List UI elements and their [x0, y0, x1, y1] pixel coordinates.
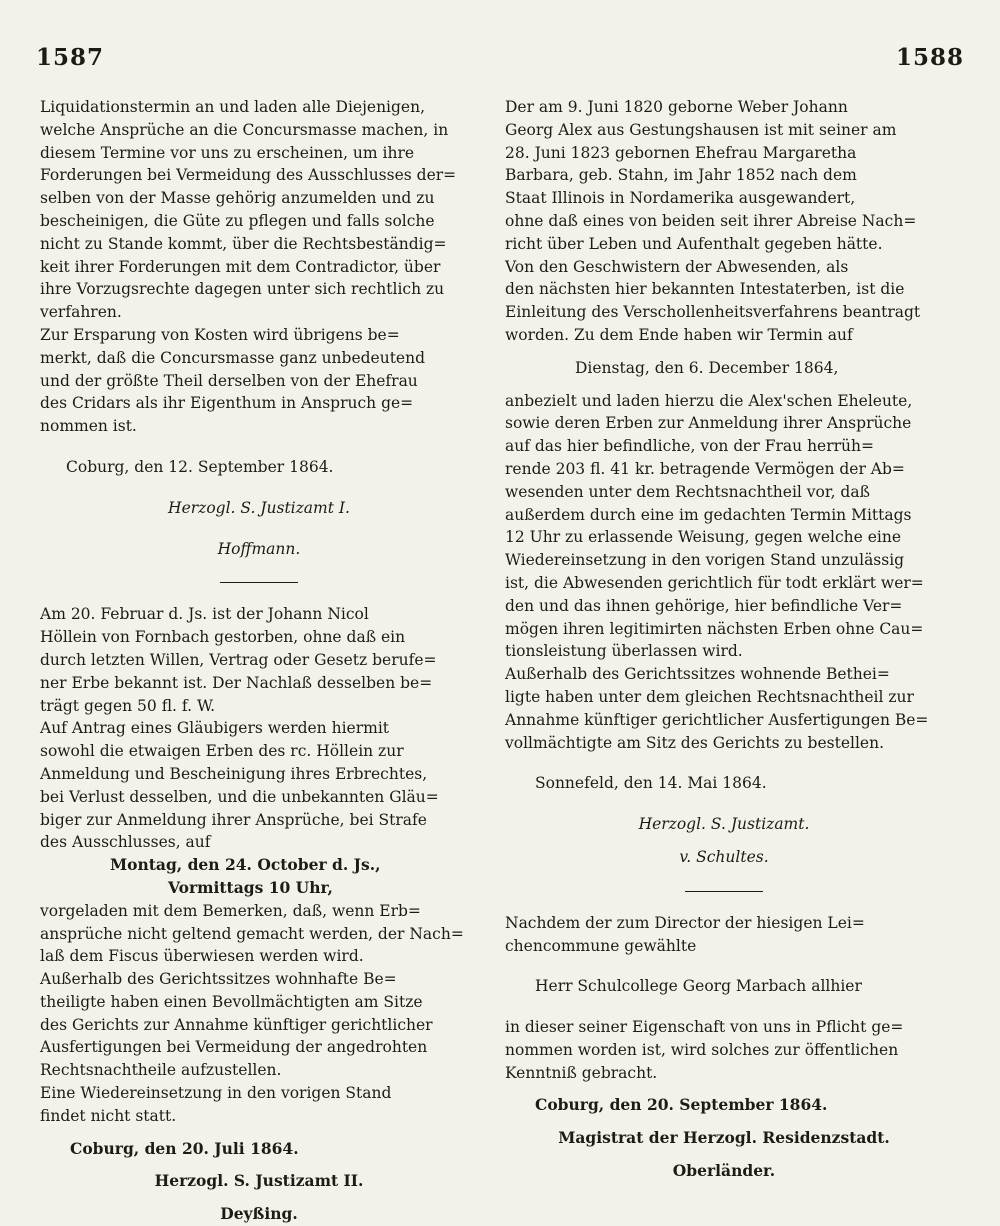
notice-hoellein-time: Vormittags 10 Uhr, — [168, 877, 333, 897]
text-line: Kenntniß gebracht. — [505, 1063, 658, 1082]
text-line: trägt gegen 50 fl. f. W. — [40, 696, 216, 715]
text-line: richt über Leben und Aufenthalt gegeben hätte. — [505, 234, 883, 253]
text-line: ligte haben unter dem gleichen Rechtsnachtheil zur — [505, 687, 914, 706]
text-line: den und das ihnen gehörige, hier befindliche Ver= — [505, 596, 903, 615]
notice-marbach-authority: Magistrat der Herzogl. Residenzstadt. — [558, 1128, 890, 1148]
notice-alex-date: Dienstag, den 6. December 1864, — [575, 358, 839, 377]
text-line: theiligte haben einen Bevollmächtigten am Sitze — [40, 992, 423, 1011]
notice-hoellein-place-date: Coburg, den 20. Juli 1864. — [70, 1138, 299, 1158]
text-line: Eine Wiedereinsetzung in den vorigen Stand — [40, 1084, 392, 1103]
notice-alex-authority: Herzogl. S. Justizamt. — [638, 815, 810, 834]
text-line: außerdem durch eine im gedachten Termin Mittags — [505, 505, 912, 524]
text-line: vollmächtigte am Sitz des Gerichts zu bestellen. — [505, 733, 885, 752]
text-line: Georg Alex aus Gestungshausen ist mit seiner am — [505, 120, 897, 139]
section-divider — [220, 582, 298, 583]
text-line: Liquidationstermin an und laden alle Diejenigen, — [40, 98, 426, 116]
text-line: selben von der Masse gehörig anzumelden und zu — [40, 189, 435, 208]
text-line: keit ihrer Forderungen mit dem Contradictor, über — [40, 257, 441, 276]
page-number-right: 1588 — [896, 44, 965, 71]
text-line: ihre Vorzugsrechte dagegen unter sich rechtlich zu — [40, 280, 445, 299]
text-line: in dieser seiner Eigenschaft von uns in Pflicht ge= — [505, 1018, 904, 1037]
text-line: laß dem Fiscus überwiesen werden wird. — [40, 947, 364, 966]
text-line: sowie deren Erben zur Anmeldung ihrer Ansprüche — [505, 414, 912, 433]
text-line: Nachdem der zum Director der hiesigen Lei= — [505, 913, 865, 932]
text-line: nommen ist. — [40, 417, 137, 436]
text-line: sowohl die etwaigen Erben des rc. Höllein zur — [40, 742, 404, 761]
page-number-left: 1587 — [36, 44, 105, 71]
text-line: Einleitung des Verschollenheitsverfahrens beantragt — [505, 303, 921, 322]
text-line: Ausfertigungen bei Vermeidung der angedrohten — [40, 1038, 428, 1057]
notice-liquidation-place-date: Coburg, den 12. September 1864. — [66, 457, 334, 476]
notice-marbach-body-2 — [505, 1016, 943, 1084]
text-line: tionsleistung überlassen wird. — [505, 642, 743, 661]
text-line: verfahren. — [40, 303, 122, 322]
text-line: auf das hier befindliche, von der Frau herrüh= — [505, 437, 874, 456]
text-line: bei Verlust desselben, und die unbekannten Gläu= — [40, 787, 439, 806]
text-line: Am 20. Februar d. Js. ist der Johann Nicol — [40, 605, 369, 624]
text-line: wesenden unter dem Rechtsnachtheil vor, daß — [505, 482, 870, 501]
text-line: findet nicht statt. — [40, 1106, 177, 1125]
text-line: durch letzten Willen, Vertrag oder Gesetz berufe= — [40, 650, 437, 669]
notice-hoellein-signer: Deyßing. — [220, 1204, 298, 1224]
notice-liquidation-signer: Hoffmann. — [217, 539, 301, 558]
text-line: chencommune gewählte — [505, 936, 697, 955]
text-line: Höllein von Fornbach gestorben, ohne daß ein — [40, 628, 406, 647]
text-line: anbezielt und laden hierzu die Alex'schen Eheleute, — [505, 391, 913, 410]
notice-liquidation-authority: Herzogl. S. Justizamt I. — [168, 498, 350, 517]
text-line: Außerhalb des Gerichtssitzes wohnende Bethei= — [505, 665, 890, 684]
text-line: ner Erbe bekannt ist. Der Nachlaß desselben be= — [40, 673, 433, 692]
right-column — [505, 96, 943, 1183]
text-line: des Gerichts zur Annahme künftiger gerichtlicher — [40, 1015, 433, 1034]
notice-marbach-signer: Oberländer. — [672, 1161, 776, 1181]
text-line: Anmeldung und Bescheinigung ihres Erbrechtes, — [40, 764, 428, 783]
text-line: biger zur Anmeldung ihrer Ansprüche, bei Strafe — [40, 810, 427, 829]
text-line: Barbara, geb. Stahn, im Jahr 1852 nach dem — [505, 166, 857, 185]
text-line: Annahme künftiger gerichtlicher Ausfertigungen Be= — [505, 710, 929, 729]
notice-alex-body-2 — [505, 390, 943, 755]
text-line: nicht zu Stande kommt, über die Rechtsbeständig= — [40, 234, 447, 253]
text-line: rende 203 fl. 41 kr. betragende Vermögen der Ab= — [505, 459, 905, 478]
notice-marbach-place-date: Coburg, den 20. September 1864. — [535, 1095, 828, 1115]
text-line: ohne daß eines von beiden seit ihrer Abreise Nach= — [505, 211, 917, 230]
notice-hoellein-authority: Herzogl. S. Justizamt II. — [154, 1171, 364, 1191]
text-line: nommen worden ist, wird solches zur öffentlichen — [505, 1040, 899, 1059]
text-line: 28. Juni 1823 gebornen Ehefrau Margaretha — [505, 143, 857, 162]
notice-hoellein-date: Montag, den 24. October d. Js., — [110, 855, 381, 875]
text-line: ansprüche nicht geltend gemacht werden, der Nach= — [40, 924, 464, 943]
notice-alex-body — [505, 96, 943, 347]
text-line: welche Ansprüche an die Concursmasse machen, in — [40, 120, 449, 139]
text-line: Forderungen bei Vermeidung des Ausschlusses der= — [40, 166, 457, 185]
text-line: ist, die Abwesenden gerichtlich für todt erklärt wer= — [505, 573, 924, 592]
notice-liquidation-body — [40, 96, 478, 438]
text-line: Der am 9. Juni 1820 geborne Weber Johann — [505, 98, 848, 116]
text-line: Rechtsnachtheile aufzustellen. — [40, 1061, 282, 1080]
text-line: Zur Ersparung von Kosten wird übrigens be= — [40, 325, 400, 344]
notice-alex-signer: v. Schultes. — [679, 847, 769, 866]
text-line: des Ausschlusses, auf — [40, 833, 211, 852]
section-divider — [685, 891, 763, 892]
notice-hoellein-body-2 — [40, 900, 478, 1128]
notice-hoellein-body — [40, 603, 478, 854]
text-line: 12 Uhr zu erlassende Weisung, gegen welche eine — [505, 528, 902, 547]
text-line: bescheinigen, die Güte zu pflegen und falls solche — [40, 211, 435, 230]
text-line: Auf Antrag eines Gläubigers werden hiermit — [40, 719, 389, 738]
text-line: und der größte Theil derselben von der Ehefrau — [40, 371, 418, 390]
text-line: Staat Illinois in Nordamerika ausgewandert, — [505, 189, 856, 208]
text-line: diesem Termine vor uns zu erscheinen, um ihre — [40, 143, 415, 162]
notice-marbach-name: Herr Schulcollege Georg Marbach allhier — [535, 977, 862, 996]
text-line: Von den Geschwistern der Abwesenden, als — [505, 257, 849, 276]
text-line: Außerhalb des Gerichtssitzes wohnhafte Be= — [40, 970, 397, 989]
left-column — [40, 96, 478, 1226]
text-line: mögen ihren legitimirten nächsten Erben ohne Cau= — [505, 619, 924, 638]
notice-marbach-body — [505, 912, 943, 958]
text-line: Wiedereinsetzung in den vorigen Stand unzulässig — [505, 551, 905, 570]
notice-alex-place-date: Sonnefeld, den 14. Mai 1864. — [535, 774, 767, 793]
text-line: merkt, daß die Concursmasse ganz unbedeutend — [40, 348, 426, 367]
text-line: worden. Zu dem Ende haben wir Termin auf — [505, 325, 853, 344]
text-line: vorgeladen mit dem Bemerken, daß, wenn Erb= — [40, 901, 421, 920]
text-line: den nächsten hier bekannten Intestaterben, ist die — [505, 280, 905, 299]
text-line: des Cridars als ihr Eigenthum in Anspruch ge= — [40, 394, 414, 413]
